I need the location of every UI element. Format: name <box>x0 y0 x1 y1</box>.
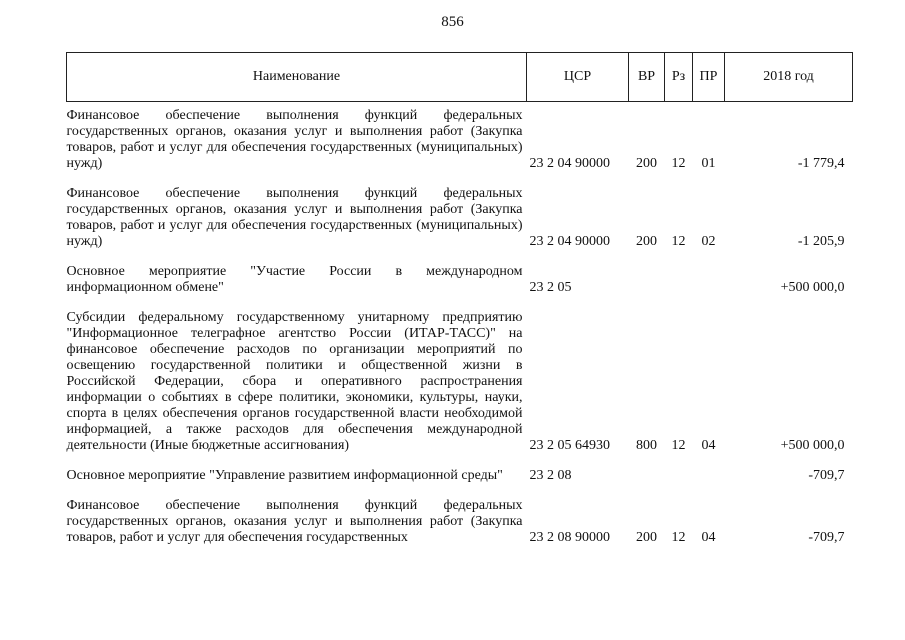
row-vr: 800 <box>636 438 657 453</box>
row-pr <box>693 468 725 484</box>
header-pr: ПР <box>693 53 725 102</box>
row-pr: 04 <box>701 438 716 453</box>
header-rz: Рз <box>665 53 693 102</box>
row-name: Основное мероприятие "Управление развитием информационной среды" <box>66 468 503 483</box>
row-csr: 23 2 08 <box>529 468 572 483</box>
row-csr: 23 2 05 <box>529 280 572 295</box>
row-rz: 12 <box>671 530 686 545</box>
row-csr: 23 2 05 64930 <box>529 438 610 453</box>
row-csr: 23 2 08 90000 <box>529 530 610 545</box>
row-name: Финансовое обеспечение выполнения функций федеральных государственных органов, оказания услуг и выполнения работ (Закупка товаров, работ и услуг для обеспечения государственных <box>66 498 523 545</box>
row-vr: 200 <box>636 530 657 545</box>
row-vr: 200 <box>636 156 657 171</box>
table-row <box>67 310 853 454</box>
row-csr: 23 2 04 90000 <box>529 234 610 249</box>
row-pr <box>693 264 725 296</box>
header-year: 2018 год <box>725 53 853 102</box>
row-rz <box>665 468 693 484</box>
row-amount: +500 000,0 <box>780 280 845 295</box>
row-name: Финансовое обеспечение выполнения функций федеральных государственных органов, оказания услуг и выполнения работ (Закупка товаров, работ и услуг для обеспечения государственных (муниципальных) нужд) <box>66 186 523 249</box>
row-name: Основное мероприятие "Участие России в международном информационном обмене" <box>66 264 523 295</box>
header-csr: ЦСР <box>527 53 629 102</box>
row-amount: -1 779,4 <box>797 156 845 171</box>
row-name: Финансовое обеспечение выполнения функций федеральных государственных органов, оказания услуг и выполнения работ (Закупка товаров, работ и услуг для обеспечения государственных (муниципальных) нужд) <box>66 108 523 171</box>
row-amount: +500 000,0 <box>780 438 845 453</box>
header-vr: ВР <box>629 53 665 102</box>
row-amount: -709,7 <box>808 530 845 545</box>
page-number: 856 <box>441 14 464 30</box>
row-rz: 12 <box>671 156 686 171</box>
table-row <box>67 468 853 484</box>
row-csr: 23 2 04 90000 <box>529 156 610 171</box>
row-vr: 200 <box>636 234 657 249</box>
row-pr: 02 <box>701 234 716 249</box>
row-name: Субсидии федеральному государственному унитарному предприятию "Информационное телеграфное агентство России (ИТАР-ТАСС)" на финансовое обеспечение расходов по организации мероприятий по освещению государственной политики и общественной жизни в Российской Федерации, сбора и оперативного распространения информации о событиях в сфере политики, экономики, культуры, науки, спорта в целях обеспечения органов государственной власти необходимой информацией, а также расходов для обеспечения международной деятельности (Иные бюджетные ассигнования) <box>66 310 523 453</box>
row-vr <box>629 264 665 296</box>
row-amount: -709,7 <box>808 468 845 483</box>
row-pr: 04 <box>701 530 716 545</box>
table-header-row <box>67 53 853 102</box>
row-vr <box>629 468 665 484</box>
table-row <box>67 264 853 296</box>
row-rz: 12 <box>671 438 686 453</box>
row-rz: 12 <box>671 234 686 249</box>
table-row <box>67 498 853 546</box>
table-row <box>67 186 853 250</box>
budget-table <box>66 52 853 546</box>
row-rz <box>665 264 693 296</box>
table-row <box>67 108 853 172</box>
row-amount: -1 205,9 <box>797 234 845 249</box>
row-pr: 01 <box>701 156 716 171</box>
header-name: Наименование <box>67 53 527 102</box>
